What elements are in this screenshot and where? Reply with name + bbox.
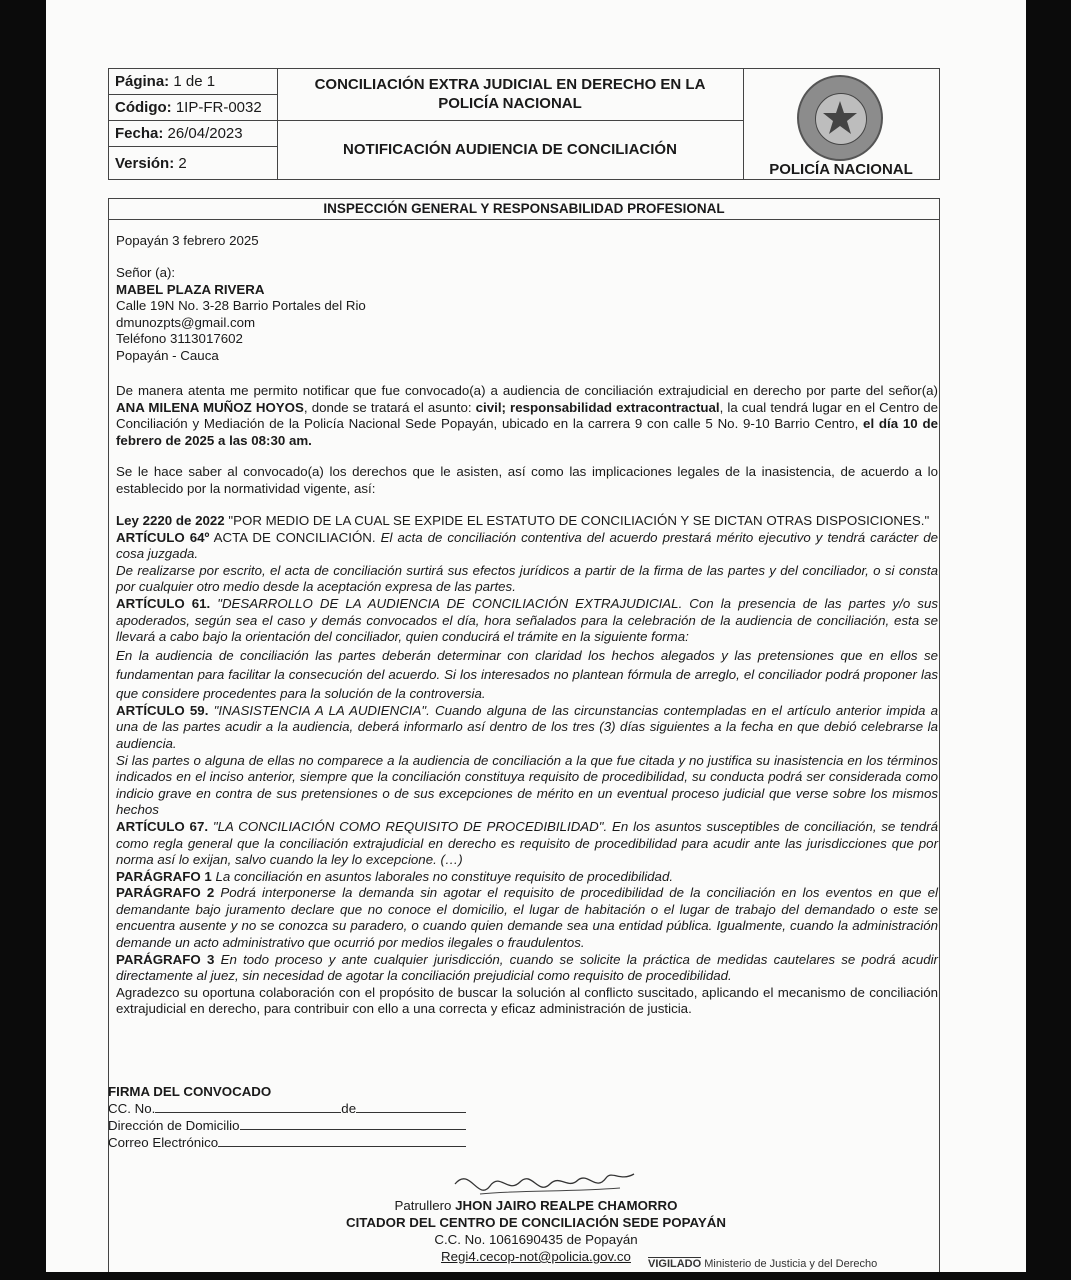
email-field[interactable]: Correo Electrónico bbox=[108, 1134, 508, 1151]
recipient-phone: Teléfono 3113017602 bbox=[116, 331, 243, 347]
header-titles bbox=[277, 69, 744, 179]
date-place: Popayán 3 febrero 2025 bbox=[116, 233, 259, 248]
signature-title: FIRMA DEL CONVOCADO bbox=[108, 1084, 272, 1099]
vigilado-note: VIGILADO Ministerio de Justicia y del Derecho bbox=[648, 1258, 878, 1270]
signer-email-link[interactable]: Regi4.cecop-not@policia.gov.co bbox=[441, 1249, 631, 1264]
section-title: INSPECCIÓN GENERAL Y RESPONSABILIDAD PROFESIONAL bbox=[109, 199, 939, 220]
code-field: Código: 1IP-FR-0032 bbox=[109, 95, 277, 121]
rights-paragraph: Se le hace saber al convocado(a) los derechos que le asisten, así como las implicaciones legales de la inasistencia, de acuerdo a lo establecido por la normatividad vigente, así: bbox=[116, 464, 938, 496]
signer-name: Patrullero JHON JAIRO REALPE CHAMORRO bbox=[394, 1198, 678, 1213]
notice-paragraph: De manera atenta me permito notificar que fue convocado(a) a audiencia de conciliación extrajudicial en derecho por parte del señor(a) ANA MILENA MUÑOZ HOYOS, donde se tratará el asunto: civil; responsabilidad extracontractual, la cual tendrá lugar en el Centro de Conciliación y Mediación de la Policía Nacional Sede Popayán, ubicado en la carrera 9 con calle 5 No. 9-10 Barrio Centro, el día 10 de febrero de 2025 a las 08:30 am. bbox=[116, 383, 938, 448]
date-field: Fecha: 26/04/2023 bbox=[109, 121, 277, 147]
police-seal-icon bbox=[797, 75, 883, 161]
recipient-address: Calle 19N No. 3-28 Barrio Portales del Rio bbox=[116, 298, 366, 314]
document-page bbox=[46, 0, 1026, 1272]
document-title: CONCILIACIÓN EXTRA JUDICIAL EN DERECHO EN LA POLICÍA NACIONAL bbox=[277, 69, 743, 121]
signer-role: CITADOR DEL CENTRO DE CONCILIACIÓN SEDE POPAYÁN bbox=[346, 1215, 726, 1230]
version-field: Versión: 2 bbox=[115, 155, 187, 172]
document-header bbox=[108, 68, 940, 180]
organization-name: POLICÍA NACIONAL bbox=[769, 161, 913, 178]
recipient-block bbox=[116, 265, 938, 365]
document-subtitle: NOTIFICACIÓN AUDIENCIA DE CONCILIACIÓN bbox=[343, 141, 677, 158]
law-text: Ley 2220 de 2022 "POR MEDIO DE LA CUAL SE EXPIDE EL ESTATUTO DE CONCILIACIÓN Y SE DICTAN OTRAS DISPOSICIONES." ARTÍCULO 64º ACTA DE CONCILIACIÓN. El acta de conciliación contentiva del acuerdo prestará mérito ejecutivo y tendrá carácter de cosa juzgada. De realizarse por escrito, el acta de conciliación surtirá sus efectos jurídicos a partir de la firma de las partes y del conciliador, o si consta por cualquier otro medio desde la aceptación expresa de las partes. ARTÍCULO 61. "DESARROLLO DE LA AUDIENCIA DE CONCILIACIÓN EXTRAJUDICIAL. Con la presencia de las partes y/o sus apoderados, según sea el caso y demás convocados el día, hora señalados para la celebración de la audiencia de conciliación, esta se llevará a cabo bajo la orientación del conciliador, quien conducirá el trámite en la siguiente forma: En la audiencia de conciliación las partes deberán determinar con claridad los hechos alegados y las pretensiones que en ellos se fundamentan para facilitar la consecución del acuerdo. Si los interesados no plantean fórmula de arreglo, el conciliador podrá proponer las que considere procedentes para la solución de la controversia. ARTÍCULO 59. "INASISTENCIA A LA AUDIENCIA". Cuando alguna de las circunstancias contempladas en el artículo anterior impida a una de las partes acudir a la audiencia, deberá informarlo así dentro de los tres (3) días siguientes a la fecha en que debió celebrarse la audiencia. Si las partes o alguna de ellas no comparece a la audiencia de conciliación a la que fue citada y no justifica su inasistencia en los términos indicados en el inciso anterior, siempre que la conciliación constituya requisito de procedibilidad, su conducta podrá ser considerada como indicio grave en contra de sus pretensiones o de sus excepciones de mérito en un eventual proceso judicial que verse sobre los mismos hechos ARTÍCULO 67. "LA CONCILIACIÓN COMO REQUISITO DE PROCEDIBILIDAD". En los asuntos susceptibles de conciliación, se tendrá como regla general que la conciliación extrajudicial en derecho es requisito de procedibilidad para acudir ante las jurisdicciones que por norma así lo exijan, salvo cuando la ley lo excepcione. (…) PARÁGRAFO 1 La conciliación en asuntos laborales no constituye requisito de procedibilidad. PARÁGRAFO 2 Podrá interponerse la demanda sin agotar el requisito de procedibilidad de la conciliación en los eventos en que el demandante bajo juramento declare que no conoce el domicilio, el lugar de habitación o el lugar de trabajo del demandado o este se encuentra ausente y no se conozca su paradero, o cuando quien demande sea una entidad pública. Igualmente, cuando la administración demande un acto administrativo que ocurrió por medios ilegales o fraudulentos. PARÁGRAFO 3 En todo proceso y ante cualquier jurisdicción, cuando se solicite la práctica de medidas cautelares se podrá acudir directamente al juez, sin necesidad de agotar la conciliación prejudicial como requisito de procedibilidad. Agradezco su oportuna colaboración con el propósito de buscar la solución al conflicto suscitado, aplicando el mecanismo de conciliación extrajudicial en derecho, para contribuir con ello a una correcta y eficaz administración de justicia. bbox=[116, 513, 939, 1017]
header-metadata bbox=[109, 69, 278, 179]
salutation: Señor (a): bbox=[116, 265, 176, 280]
signer-block bbox=[46, 1197, 1026, 1265]
cc-field[interactable]: CC. No. de bbox=[108, 1100, 508, 1117]
recipient-name: MABEL PLAZA RIVERA bbox=[116, 281, 265, 297]
address-field[interactable]: Dirección de Domicilio bbox=[108, 1117, 508, 1134]
header-logo-area bbox=[743, 69, 939, 179]
signer-cc: C.C. No. 1061690435 de Popayán bbox=[434, 1232, 638, 1247]
signature-block bbox=[108, 1083, 508, 1151]
page-field: Página: 1 de 1 bbox=[109, 69, 277, 95]
recipient-city: Popayán - Cauca bbox=[116, 347, 219, 363]
recipient-email: dmunozpts@gmail.com bbox=[116, 314, 256, 330]
